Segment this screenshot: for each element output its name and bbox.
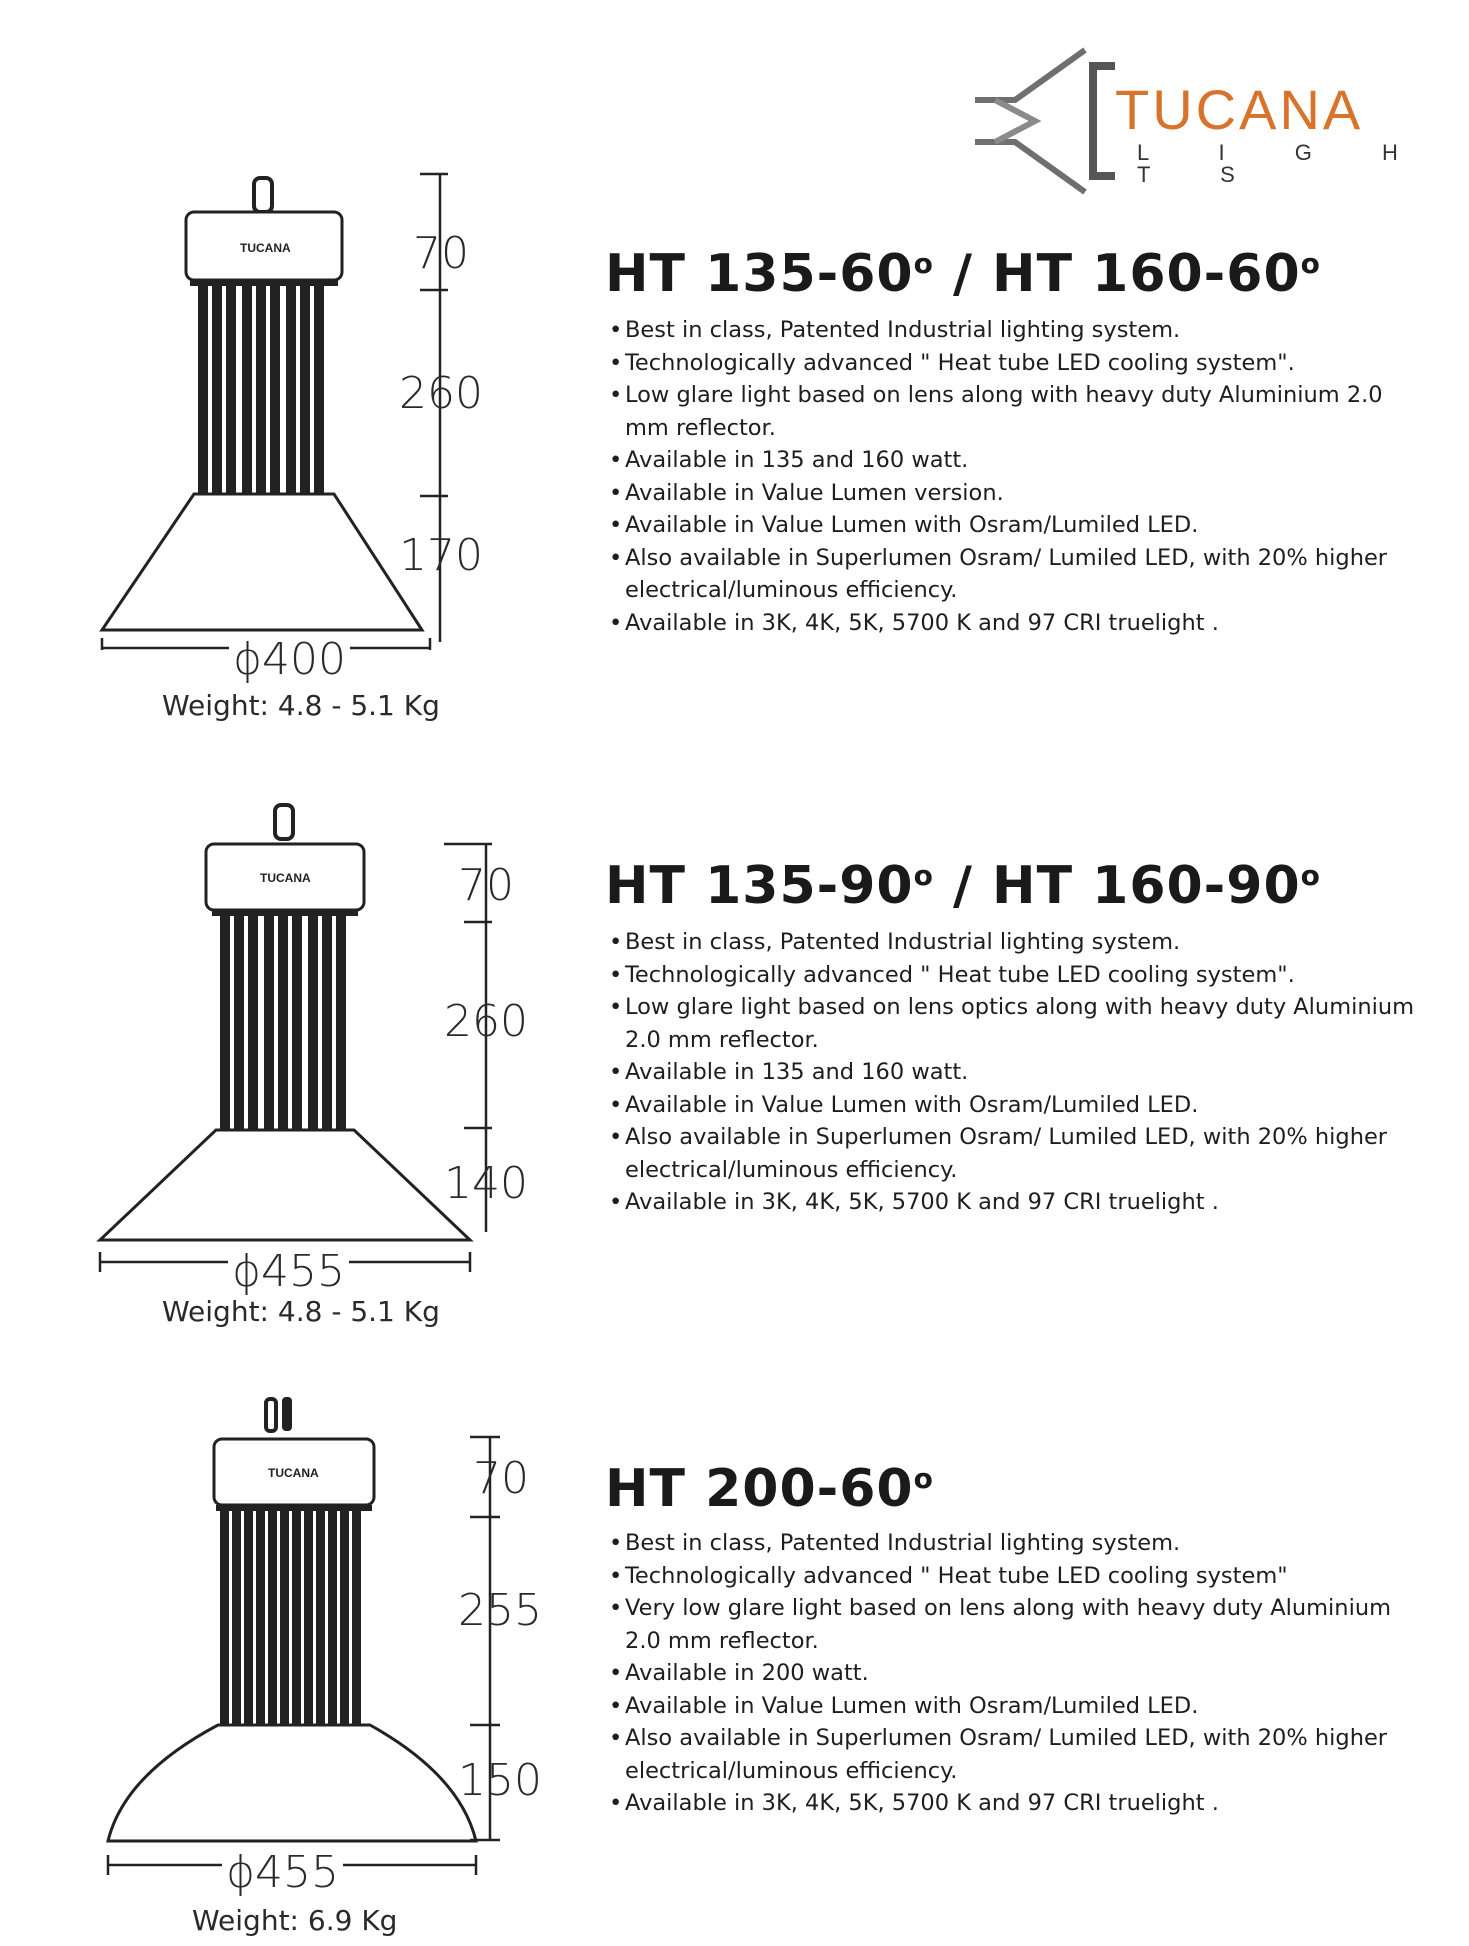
feature-item: • Available in 135 and 160 watt.	[605, 444, 1425, 477]
feature-item: • Best in class, Patented Industrial lighting system.	[605, 926, 1425, 959]
dim-diameter: ϕ455	[228, 1250, 349, 1294]
product-section-3	[0, 1395, 1469, 1946]
feature-item: • Technologically advanced " Heat tube LED cooling system".	[605, 347, 1425, 380]
lamp-label: TUCANA	[240, 241, 291, 255]
feature-item: • Available in Value Lumen with Osram/Lumiled LED.	[605, 509, 1425, 542]
dim-height-top: 70	[413, 228, 469, 279]
feature-item: • Also available in Superlumen Osram/ Lumiled LED, with 20% higher electrical/luminous efficiency.	[605, 1121, 1425, 1186]
feature-item: • Available in 135 and 160 watt.	[605, 1056, 1425, 1089]
weight-label: Weight: 4.8 - 5.1 Kg	[162, 689, 440, 722]
brand-name: TUCANA	[1115, 78, 1364, 141]
feature-item: • Best in class, Patented Industrial lighting system.	[605, 1527, 1425, 1560]
feature-item: • Available in 3K, 4K, 5K, 5700 K and 97 CRI truelight .	[605, 1186, 1425, 1219]
feature-item: • Low glare light based on lens along with heavy duty Aluminium 2.0 mm reflector.	[605, 379, 1425, 444]
weight-label: Weight: 6.9 Kg	[192, 1904, 398, 1937]
feature-item: • Available in 3K, 4K, 5K, 5700 K and 97 CRI truelight .	[605, 1787, 1425, 1820]
product-section-1	[0, 170, 1469, 730]
dim-height-middle: 260	[444, 996, 528, 1047]
feature-item: • Available in Value Lumen with Osram/Lumiled LED.	[605, 1690, 1425, 1723]
dim-height-bottom: 140	[444, 1158, 528, 1209]
feature-item: • Best in class, Patented Industrial lighting system.	[605, 314, 1425, 347]
product-section-2	[0, 800, 1469, 1340]
product-title: HT 135-90$^o$ / HT 160-90$^o$	[605, 856, 1321, 916]
weight-label: Weight: 4.8 - 5.1 Kg	[162, 1295, 440, 1328]
feature-item: • Available in 200 watt.	[605, 1657, 1425, 1690]
feature-item: • Also available in Superlumen Osram/ Lumiled LED, with 20% higher electrical/luminous efficiency.	[605, 1722, 1425, 1787]
feature-item: • Available in Value Lumen with Osram/Lumiled LED.	[605, 1089, 1425, 1122]
dim-height-middle: 255	[458, 1585, 542, 1636]
feature-item: • Available in Value Lumen version.	[605, 477, 1425, 510]
feature-list	[605, 1527, 1425, 1820]
product-title: HT 200-60$^o$	[605, 1459, 934, 1519]
product-title: HT 135-60$^o$ / HT 160-60$^o$	[605, 244, 1321, 304]
dim-height-top: 70	[458, 860, 514, 911]
feature-list	[605, 314, 1425, 639]
dim-height-bottom: 150	[458, 1755, 542, 1806]
feature-item: • Very low glare light based on lens along with heavy duty Aluminium 2.0 mm reflector.	[605, 1592, 1425, 1657]
feature-item: • Also available in Superlumen Osram/ Lumiled LED, with 20% higher electrical/luminous efficiency.	[605, 542, 1425, 607]
feature-list	[605, 926, 1425, 1219]
feature-item: • Low glare light based on lens optics along with heavy duty Aluminium 2.0 mm reflector.	[605, 991, 1425, 1056]
dim-height-top: 70	[473, 1453, 529, 1504]
dim-height-bottom: 170	[399, 530, 483, 581]
dim-diameter: ϕ455	[222, 1851, 343, 1895]
dim-height-middle: 260	[399, 368, 483, 419]
feature-item: • Available in 3K, 4K, 5K, 5700 K and 97 CRI truelight .	[605, 607, 1425, 640]
lamp-label: TUCANA	[268, 1466, 319, 1480]
brand-subtitle: L I G H T S	[1137, 140, 1430, 187]
dim-diameter: ϕ400	[229, 638, 350, 682]
lamp-label: TUCANA	[260, 871, 311, 885]
feature-item: • Technologically advanced " Heat tube LED cooling system".	[605, 959, 1425, 992]
feature-item: • Technologically advanced " Heat tube LED cooling system"	[605, 1560, 1425, 1593]
